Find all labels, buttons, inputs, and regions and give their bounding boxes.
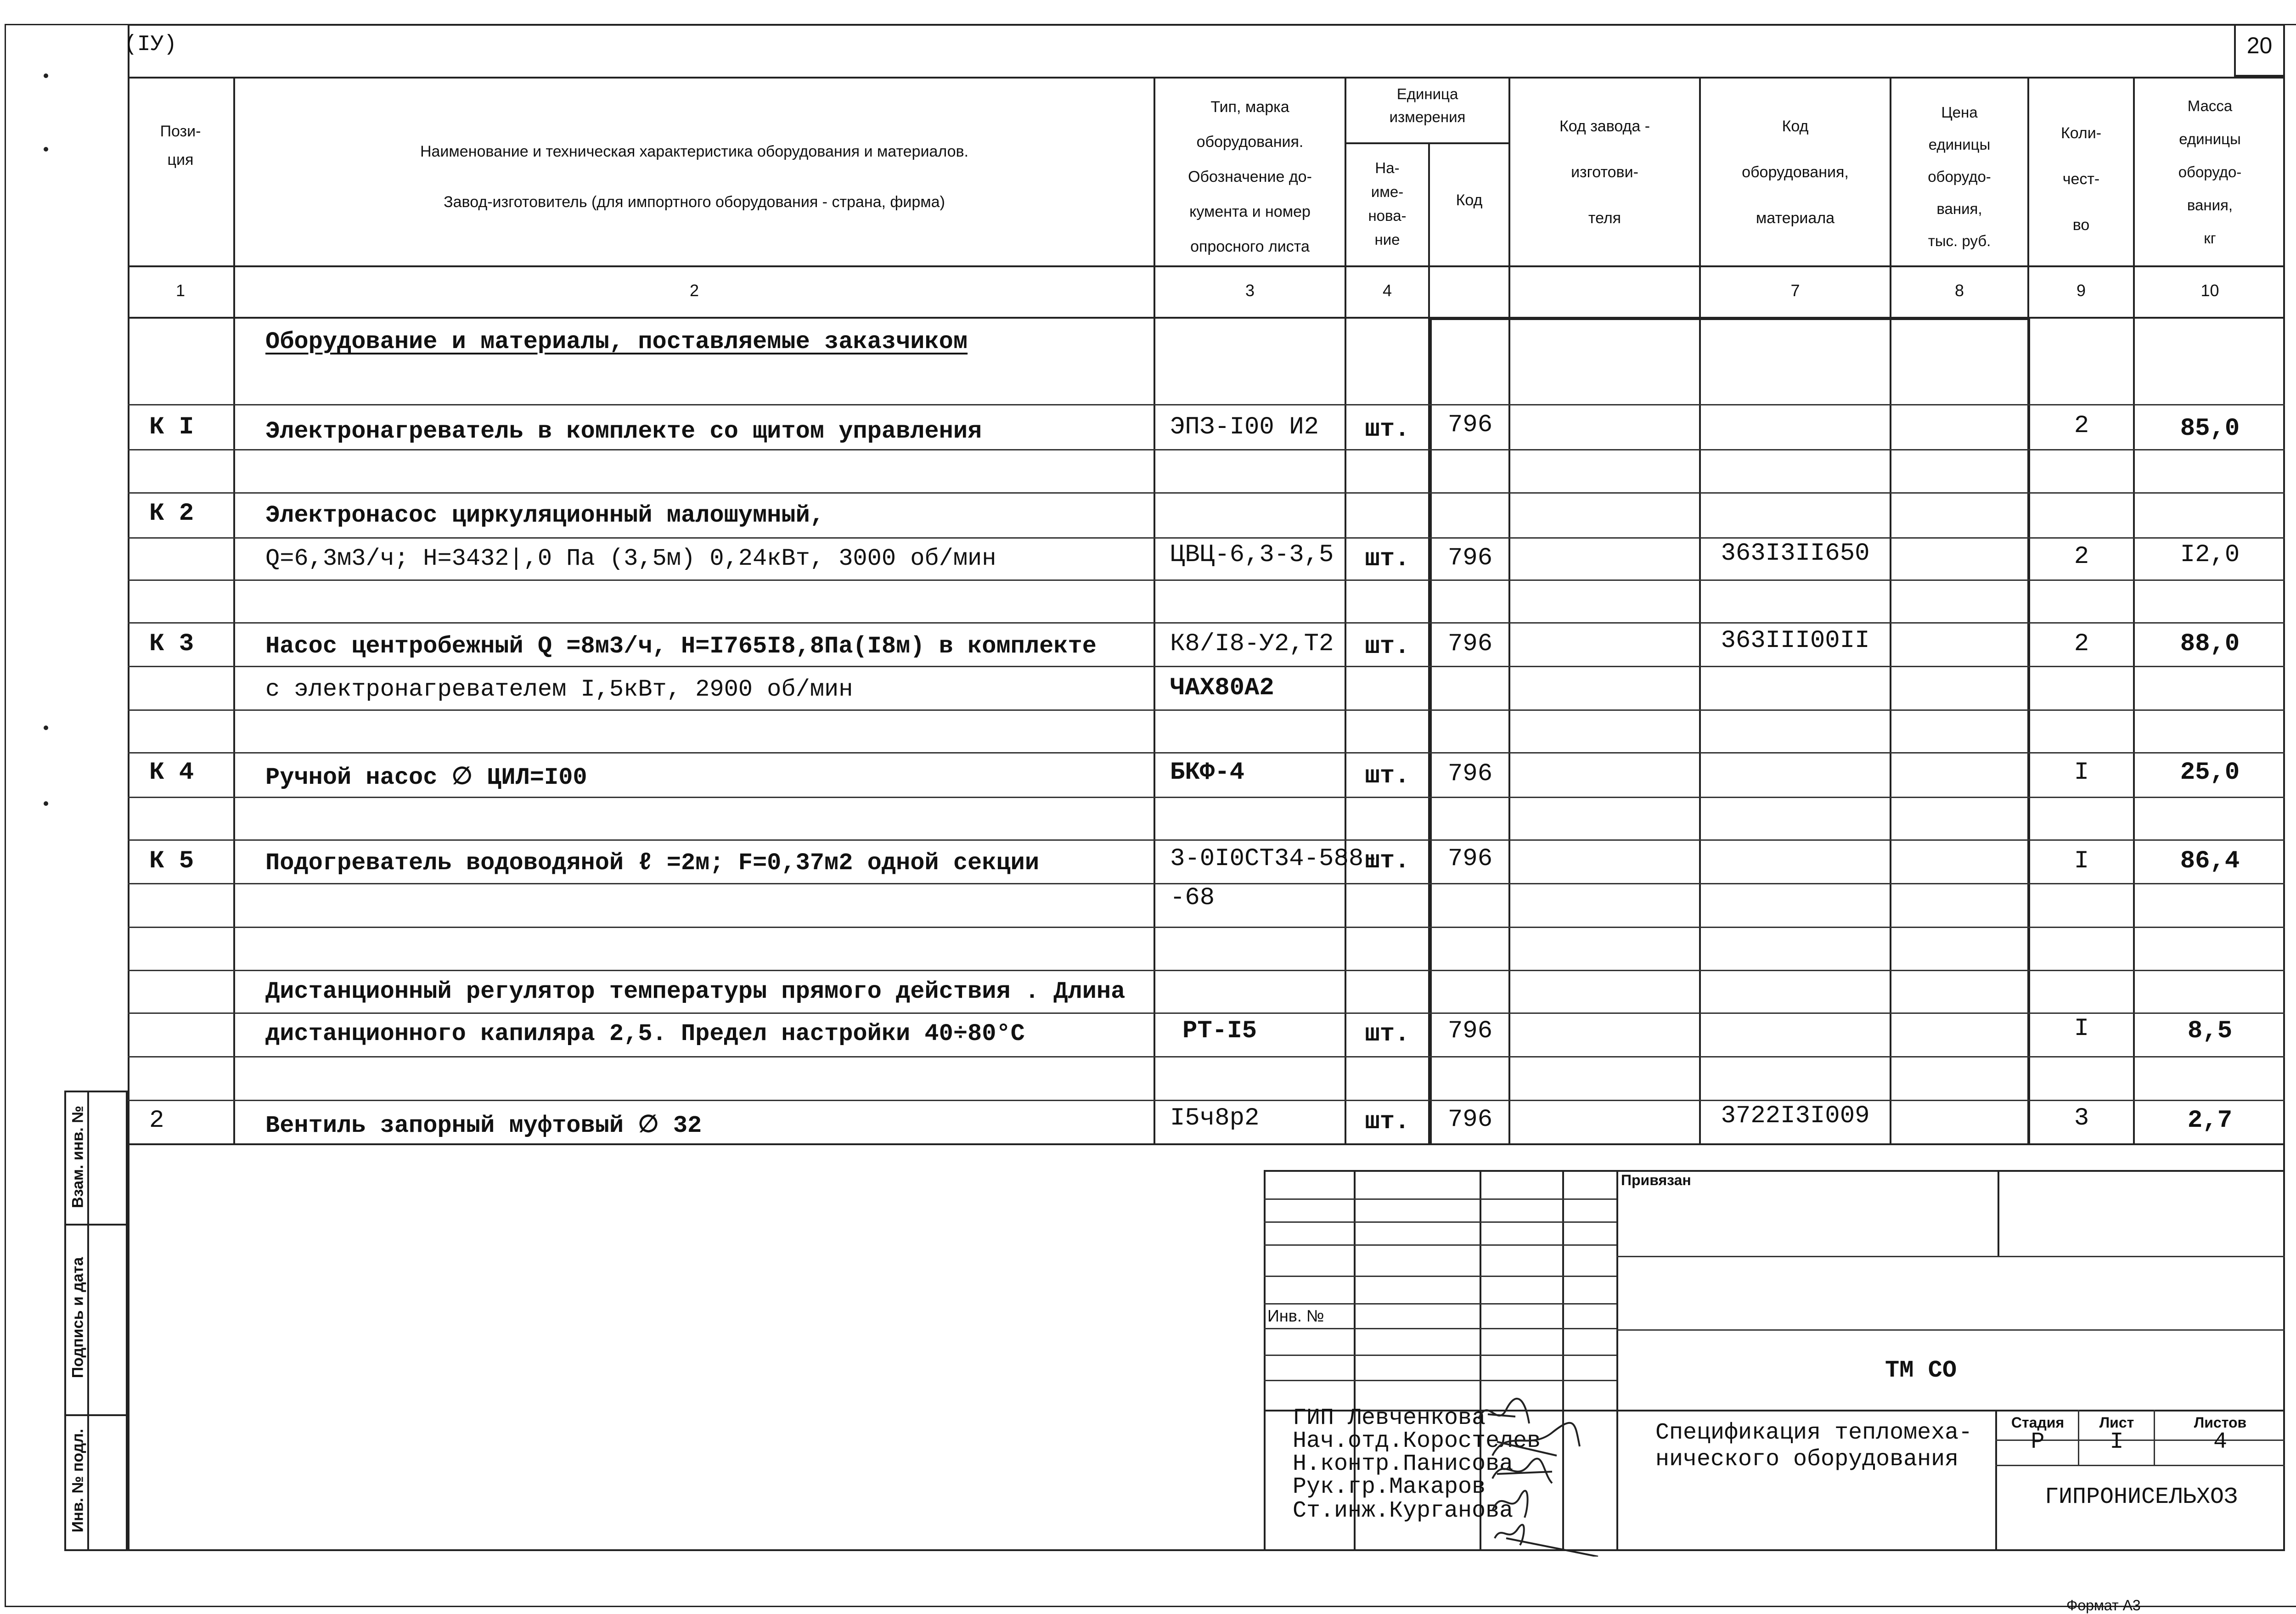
header-line: оборудования. <box>1196 133 1304 151</box>
column-number: 4 <box>1382 281 1392 300</box>
row-name: Q=6,3м3/ч; Н=3432|,0 Па (3,5м) 0,24кВт, 3000 об/мин <box>265 545 996 572</box>
row-type: ЧАХ80А2 <box>1170 674 1274 702</box>
row-mass: 88,0 <box>2180 630 2240 658</box>
stage-label: Стадия <box>2011 1414 2065 1431</box>
side-label-replaced-inv: Взам. инв. № <box>69 1105 87 1209</box>
row-line <box>128 622 2285 624</box>
header-line: вания, <box>1936 200 1982 217</box>
row-position: 2 <box>149 1107 164 1135</box>
sheet-label: Лист <box>2099 1414 2134 1431</box>
signature-row: Рук.гр.Макаров <box>1293 1474 1486 1500</box>
header-line: измерения <box>1389 108 1466 125</box>
row-line <box>128 579 2285 581</box>
row-unit: шт. <box>1365 545 1410 573</box>
signature-scribble <box>1492 1491 1528 1518</box>
header-line: Код завода - <box>1559 118 1650 135</box>
side-stamp-line <box>64 1224 128 1226</box>
row-name: Вентиль запорный муфтовый ∅ 32 <box>265 1112 702 1139</box>
column-number: 7 <box>1790 281 1800 300</box>
table-bottom-line <box>128 1143 2285 1145</box>
organization-name: ГИПРОНИСЕЛЬХОЗ <box>2044 1484 2238 1510</box>
row-name: Ручной насос ∅ ЦИЛ=I00 <box>265 764 587 791</box>
header-line: опросного листа <box>1190 238 1310 255</box>
row-unit: шт. <box>1365 1020 1410 1048</box>
row-mass: I2,0 <box>2180 541 2240 569</box>
row-code: 796 <box>1447 845 1493 873</box>
row-position: К 3 <box>149 630 194 658</box>
row-line <box>128 709 2285 711</box>
row-line <box>128 1056 2285 1057</box>
column-number: 2 <box>689 281 699 300</box>
header-line: Коли- <box>2060 124 2102 142</box>
tb-line <box>1264 1198 1616 1200</box>
signature-row: Ст.инж.Курганова <box>1293 1498 1514 1524</box>
row-line <box>128 449 2285 450</box>
tb-line <box>1616 1170 1618 1551</box>
row-type: РТ-I5 <box>1182 1017 1257 1045</box>
tb-line <box>1616 1329 2285 1331</box>
row-unit: шт. <box>1365 762 1410 790</box>
row-name: Дистанционный регулятор температуры прямого действия . Длина <box>265 978 1125 1005</box>
side-label-inv-original: Инв. № подл. <box>69 1428 87 1533</box>
row-equipment-code: 363III00II <box>1721 627 1870 655</box>
header-type <box>1155 90 1345 264</box>
row-quantity: 2 <box>2074 412 2089 440</box>
tb-line <box>1264 1328 1616 1329</box>
header-line: кг <box>2204 230 2216 247</box>
row-type: ЭПЗ-I00 И2 <box>1170 413 1319 441</box>
tb-line <box>1264 1355 1616 1356</box>
row-equipment-code: 3722I3I009 <box>1721 1102 1870 1130</box>
header-mass <box>2135 90 2285 255</box>
row-position: К 4 <box>149 759 194 787</box>
header-line: Масса <box>2187 97 2233 114</box>
tb-line <box>1264 1221 1616 1223</box>
header-line: Единица <box>1396 85 1458 102</box>
row-line <box>128 492 2285 494</box>
row-unit: шт. <box>1365 416 1410 444</box>
row-unit: шт. <box>1365 633 1410 661</box>
column-number: 10 <box>2200 281 2219 300</box>
row-code: 796 <box>1447 760 1493 788</box>
row-code: 796 <box>1447 630 1493 658</box>
row-line <box>128 1100 2285 1101</box>
side-label-signature-date: Подпись и дата <box>69 1257 87 1378</box>
header-line: Тип, марка <box>1210 98 1289 116</box>
tb-line <box>1264 1380 1616 1381</box>
format-note: Формат А3 <box>2066 1597 2141 1614</box>
header-line: единицы <box>1928 136 1991 153</box>
header-line: кумента и номер <box>1189 203 1311 220</box>
signature-scribble <box>1492 1459 1552 1483</box>
header-line: оборудования, <box>1742 163 1849 181</box>
row-line <box>128 839 2285 841</box>
row-unit: шт. <box>1365 847 1410 875</box>
tb-line <box>1264 1303 1616 1305</box>
row-line <box>128 666 2285 667</box>
header-line: вания, <box>2187 197 2233 214</box>
stage-value: Р <box>2031 1429 2045 1455</box>
header-line: изготови- <box>1571 163 1638 181</box>
document-title-line: нического оборудования <box>1655 1446 1959 1473</box>
row-name: дистанционного капиляра 2,5. Предел настройки 40÷80°С <box>265 1020 1025 1047</box>
margin-dot <box>44 147 48 152</box>
header-line: материала <box>1756 209 1835 227</box>
tb-line <box>1264 1276 1616 1277</box>
row-name: Насос центробежный Q =8м3/ч, Н=I765I8,8Па(I8м) в комплекте <box>265 633 1097 660</box>
row-type: 3-0I0СТ34-588- <box>1170 845 1379 873</box>
header-unit-code: Код <box>1456 191 1483 209</box>
section-heading: Оборудование и материалы, поставляемые заказчиком <box>265 328 968 355</box>
sheets-value: 4 <box>2213 1429 2227 1455</box>
sheet-number: 20 <box>2246 33 2273 58</box>
row-quantity: I <box>2074 847 2089 875</box>
header-line: Цена <box>1941 104 1978 121</box>
colnum-bottom-bold <box>1429 317 2030 320</box>
tb-line <box>1616 1256 2285 1257</box>
row-quantity: I <box>2074 759 2089 787</box>
sheets-label: Листов <box>2194 1414 2247 1431</box>
row-mass: 85,0 <box>2180 415 2240 443</box>
header-line: Наименование и техническая характеристика оборудования и материалов. <box>420 143 969 160</box>
row-position: К 2 <box>149 500 194 528</box>
row-name: Электронагреватель в комплекте со щитом управления <box>265 418 982 445</box>
document-code: ТМ СО <box>1885 1357 1957 1384</box>
row-line <box>128 970 2285 971</box>
tb-line <box>2154 1410 2155 1465</box>
inv-number-label: Инв. № <box>1267 1306 1324 1325</box>
column-number: 8 <box>1954 281 1964 300</box>
row-line <box>128 1012 2285 1014</box>
signature-scribble <box>1479 1399 1529 1423</box>
row-quantity: 3 <box>2074 1104 2089 1132</box>
corner-mark: (IУ) <box>124 32 177 57</box>
row-position: К 5 <box>149 847 194 875</box>
header-line: На- <box>1375 159 1400 176</box>
header-line: име- <box>1371 183 1404 200</box>
row-type: -68 <box>1170 884 1215 912</box>
header-line: Код <box>1782 118 1809 135</box>
header-name <box>235 126 1154 227</box>
margin-dot <box>44 725 48 730</box>
header-equipment-code <box>1701 103 1890 241</box>
row-name: Электронасос циркуляционный малошумный, <box>265 502 824 529</box>
row-mass: 86,4 <box>2180 847 2240 875</box>
row-mass: 25,0 <box>2180 759 2240 787</box>
margin-dot <box>44 801 48 806</box>
row-equipment-code: 363I3II650 <box>1721 540 1870 568</box>
row-unit: шт. <box>1365 1108 1410 1136</box>
header-line: единицы <box>2179 130 2241 147</box>
signature-row: ГИП Левченкова <box>1293 1405 1486 1431</box>
header-quantity <box>2029 110 2133 248</box>
header-line: чест- <box>2062 170 2100 188</box>
column-number: 1 <box>175 281 186 300</box>
tb-line <box>1998 1170 1999 1256</box>
header-line: оборудо- <box>2178 163 2242 180</box>
row-code: 796 <box>1447 1017 1493 1045</box>
tb-line <box>1995 1410 1997 1551</box>
row-mass: 8,5 <box>2187 1017 2233 1045</box>
row-type: I5ч8р2 <box>1170 1104 1260 1132</box>
header-bottom-line <box>128 265 2285 267</box>
handwritten-signatures <box>1460 1391 1612 1557</box>
header-line: Пози- <box>160 123 201 140</box>
row-code: 796 <box>1447 544 1493 572</box>
header-position <box>128 117 233 174</box>
table-top-line <box>128 77 2285 79</box>
tb-line <box>1995 1465 2285 1466</box>
header-line: нова- <box>1368 207 1407 224</box>
row-type: К8/I8-У2,Т2 <box>1170 630 1334 658</box>
header-price <box>1891 96 2027 257</box>
row-line <box>128 927 2285 928</box>
header-unit-group <box>1346 83 1508 129</box>
header-line: ние <box>1374 231 1400 248</box>
margin-dot <box>44 73 48 78</box>
unit-group-line <box>1345 142 1508 144</box>
signature-row: Н.контр.Панисова <box>1293 1451 1514 1477</box>
row-line <box>128 752 2285 754</box>
row-line <box>128 797 2285 798</box>
row-type: ЦВЦ-6,3-3,5 <box>1170 541 1334 569</box>
header-unit-name <box>1346 156 1428 252</box>
row-quantity: 2 <box>2074 543 2089 571</box>
sheet-value: I <box>2110 1429 2124 1455</box>
header-line: теля <box>1588 209 1621 227</box>
signature-scribble <box>1495 1525 1598 1557</box>
signature-scribble <box>1492 1423 1580 1456</box>
header-line: тыс. руб. <box>1928 232 1991 249</box>
row-code: 796 <box>1447 411 1493 439</box>
row-mass: 2,7 <box>2187 1107 2233 1135</box>
header-line: Завод-изготовитель (для импортного оборудования - страна, фирма) <box>444 193 945 211</box>
header-line: оборудо- <box>1928 168 1991 185</box>
header-line: Обозначение до- <box>1188 168 1312 186</box>
row-name: Подогреватель водоводяной ℓ =2м; F=0,37м2 одной секции <box>265 849 1040 877</box>
side-stamp-divider <box>87 1091 89 1551</box>
row-line <box>128 404 2285 405</box>
row-type: БКФ-4 <box>1170 759 1245 787</box>
row-line <box>128 537 2285 539</box>
header-line: во <box>2072 216 2090 234</box>
row-name: с электронагревателем I,5кВт, 2900 об/мин <box>265 676 853 703</box>
tb-line <box>1264 1244 1616 1246</box>
column-number: 3 <box>1245 281 1255 300</box>
header-maker-code <box>1510 103 1699 241</box>
tb-line <box>2078 1410 2079 1465</box>
tb-line <box>1616 1410 2285 1412</box>
row-quantity: I <box>2074 1015 2089 1043</box>
column-number: 9 <box>2076 281 2086 300</box>
row-quantity: 2 <box>2074 630 2089 658</box>
signature-row: Нач.отд.Коростелев <box>1293 1428 1541 1454</box>
document-title-line: Спецификация тепломеха- <box>1655 1420 1973 1446</box>
row-code: 796 <box>1447 1106 1493 1134</box>
row-position: К I <box>149 413 194 441</box>
col-line <box>233 77 235 1144</box>
header-line: ция <box>167 151 194 169</box>
side-stamp-line <box>64 1414 128 1416</box>
privyazan-label: Привязан <box>1621 1172 1691 1188</box>
